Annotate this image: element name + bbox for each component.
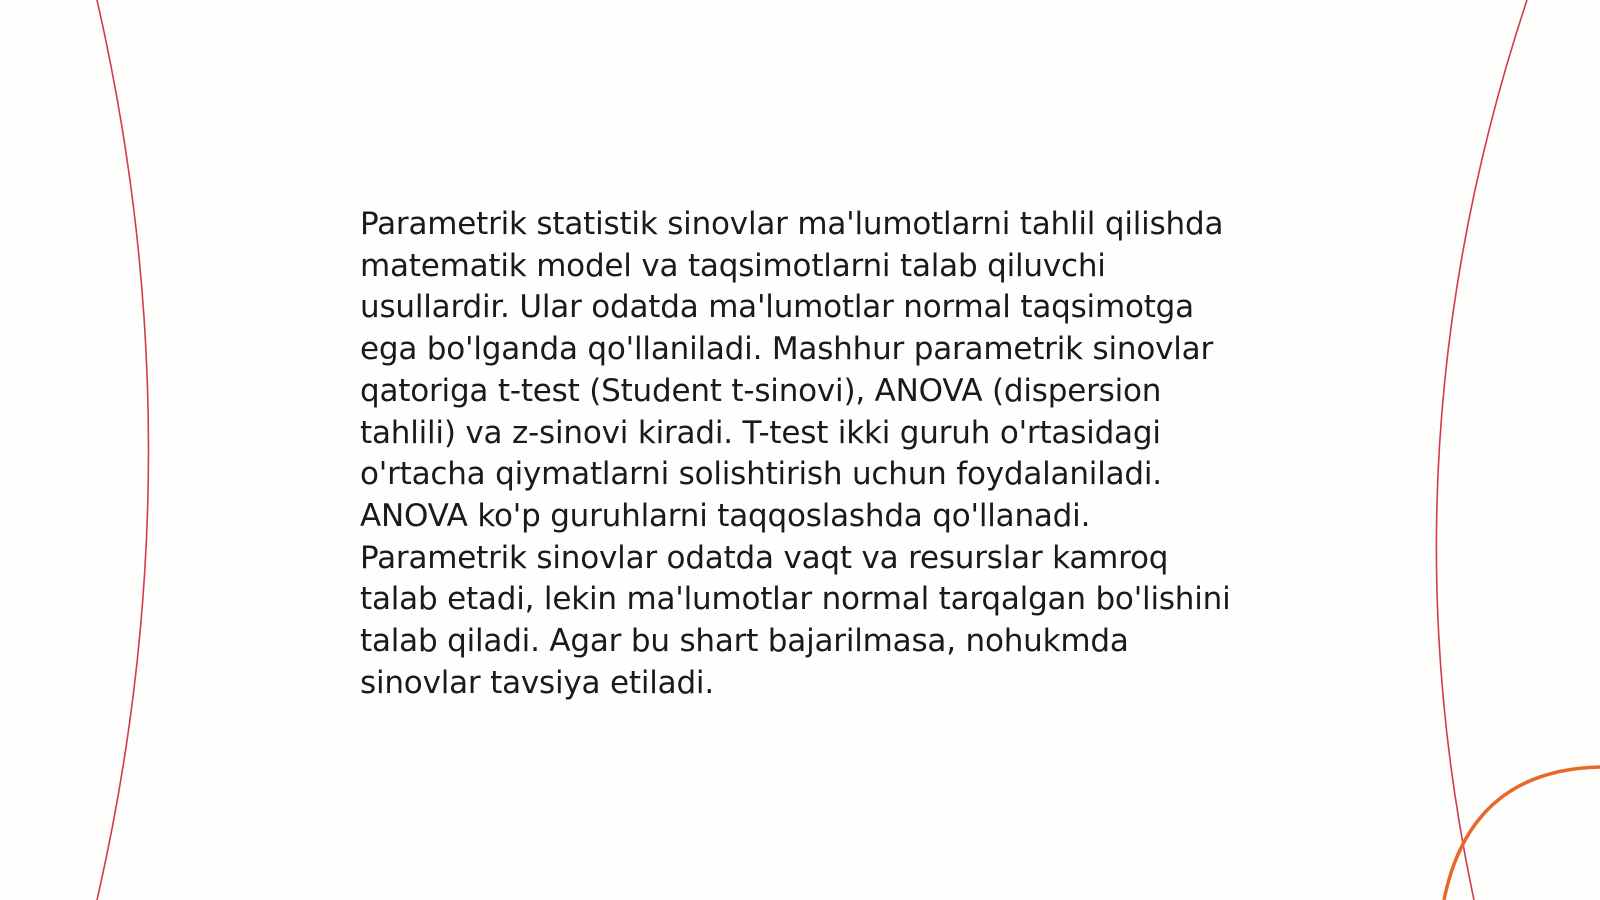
right-curve-line — [1436, 0, 1527, 900]
accent-arc — [1444, 767, 1600, 900]
body-paragraph: Parametrik statistik sinovlar ma'lumotlarni tahlil qilishda matematik model va taqsimotlarni talab qiluvchi usullardir. Ular odatda ma'lumotlar normal taqsimotga ega bo'lganda qo'llaniladi. Mashhur parametrik sinovlar qatoriga t-test (Student t-sinovi), ANOVA (dispersion tahlili) va z-sinovi kiradi. T-test ikki guruh o'rtasidagi o'rtacha qiymatlarni solishtirish uchun foydalaniladi. ANOVA ko'p guruhlarni taqqoslashda qo'llanadi. Parametrik sinovlar odatda vaqt va resurslar kamroq talab etadi, lekin ma'lumotlar normal tarqalgan bo'lishini talab qiladi. Agar bu shart bajarilmasa, nohukmda sinovlar tavsiya etiladi. — [360, 206, 1231, 701]
left-curve-line — [97, 0, 149, 900]
